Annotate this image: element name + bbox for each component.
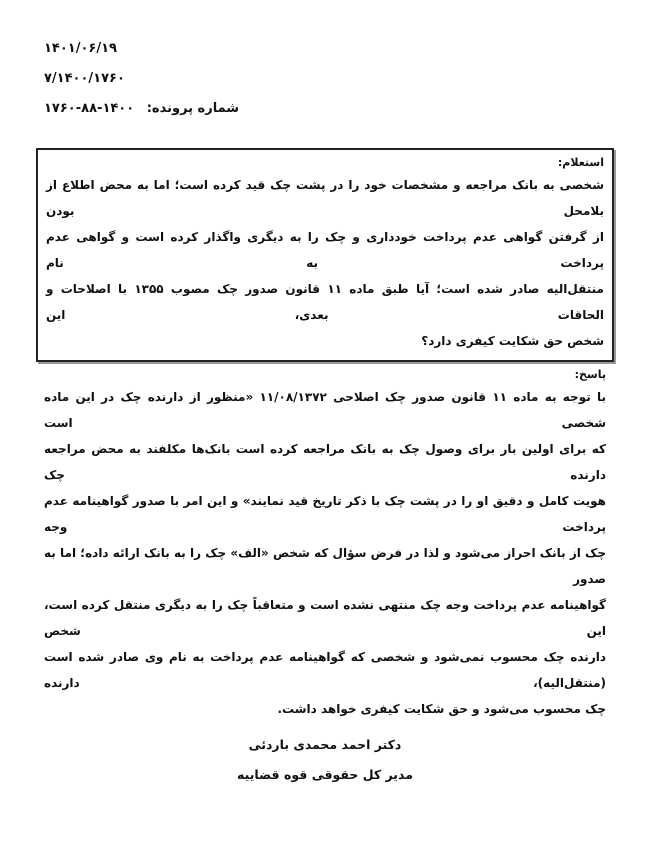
answer-section xyxy=(36,366,614,722)
file-number-row xyxy=(36,94,614,124)
inquiry-line: شخصی به بانک مراجعه و مشخصات خود را در پشت چک قید کرده است؛ اما به محض اطلاع از بلامحل بودن xyxy=(46,178,604,218)
answer-line: چک از بانک احراز می‌شود و لذا در فرض سؤال که شخص «الف» چک را به بانک ارائه داده؛ اما به صدور xyxy=(44,546,606,586)
answer-line: گواهینامه عدم پرداخت وجه چک منتهی نشده است و متعاقباً چک را به دیگری منتقل کرده است، این شخص xyxy=(44,598,606,638)
answer-line: که برای اولین بار برای وصول چک به بانک مراجعه کرده است بانک‌ها مکلفند به محض مراجعه دارنده چک xyxy=(44,442,606,482)
answer-line: چک محسوب می‌شود و حق شکایت کیفری خواهد داشت. xyxy=(277,702,606,716)
inquiry-line: شخص حق شکایت کیفری دارد؟ xyxy=(421,334,604,348)
file-number-group xyxy=(44,101,239,116)
inquiry-box xyxy=(36,148,614,362)
answer-label: پاسخ: xyxy=(574,368,606,381)
file-number-label: شماره پرونده: xyxy=(146,101,240,116)
signatory-name: دکتر احمد محمدی باردئی xyxy=(248,737,402,752)
letter-number: ۷/۱۴۰۰/۱۷۶۰ xyxy=(44,71,125,86)
file-number: ۱۴۰۰-۸۸-۱۷۶۰ xyxy=(44,101,135,116)
inquiry-label: استعلام: xyxy=(557,156,604,169)
answer-line: دارنده چک محسوب نمی‌شود و شخصی که گواهینامه عدم پرداخت به نام وی صادر شده است (منتقل‌الیه)، دارنده xyxy=(44,650,606,690)
answer-line: با توجه به ماده ۱۱ قانون صدور چک اصلاحی ۱۱/۰۸/۱۳۷۲ «منظور از دارنده چک در این ماده شخصی است xyxy=(44,390,607,430)
inquiry-line: منتقل‌الیه صادر شده است؛ آیا طبق ماده ۱۱ قانون صدور چک مصوب ۱۳۵۵ با اصلاحات و الحاقات بعدی، این xyxy=(46,282,604,322)
signatory-title: مدیر کل حقوقی قوه قضاییه xyxy=(237,767,413,782)
answer-line: هویت کامل و دقیق او را در پشت چک با ذکر تاریخ قید نمایند» و این امر با صدور گواهینامه عدم پرداخت وجه xyxy=(44,494,606,534)
inquiry-line: از گرفتن گواهی عدم پرداخت خودداری و چک را به دیگری واگذار کرده است و گواهی عدم پرداخت به نام xyxy=(46,230,604,270)
letter-date: ۱۴۰۱/۰۶/۱۹ xyxy=(44,41,117,56)
